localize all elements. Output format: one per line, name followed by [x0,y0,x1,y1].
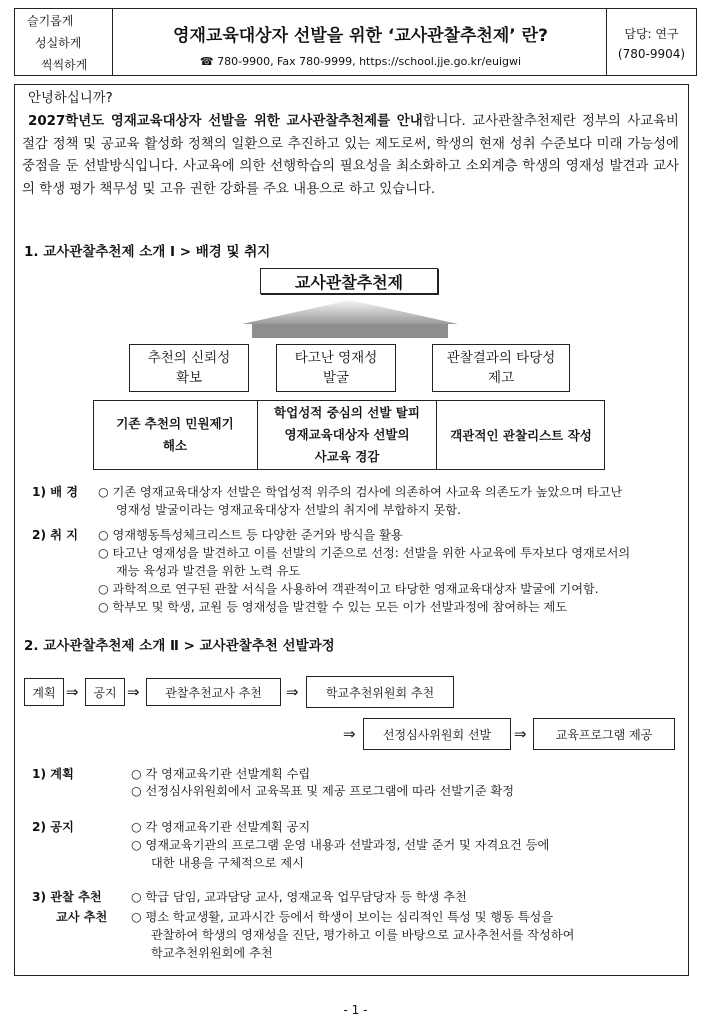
intro-lead: 2027학년도 영재교육대상자 선발을 위한 교사관찰추천제를 안내 [28,114,423,129]
slogan-line-1: 슬기롭게 [27,14,74,28]
step1-item-2: ○ 선정심사위원회에서 교육목표 및 제공 프로그램에 따라 선발기준 확정 [131,784,515,798]
page-number: - 1 - [343,1003,368,1017]
flow-arrow-5: ⇒ [514,725,527,743]
step2-label: 2) 공지 [32,820,74,834]
intro-paragraph [22,111,679,201]
contact-phone: (780-9904) [617,47,686,61]
background-item-1-cont: 영재성 발굴이라는 영재교육대상자 선발의 취지에 부합하지 못함. [116,503,461,517]
step2-item-2: ○ 영재교육기관의 프로그램 운영 내용과 선발과정, 선발 준거 및 자격요건 등에 [131,838,550,852]
step3-item-2-cont-2: 학교추천위원회에 추천 [151,946,273,960]
background-label: 1) 배 경 [32,485,79,499]
goal-box-1 [129,344,249,392]
base-label-3: 객관적인 관찰리스트 작성 [450,428,592,443]
section2-heading: 2. 교사관찰추천제 소개 Ⅱ > 교사관찰추천 선발과정 [24,638,335,654]
header-title-box [112,8,607,76]
diagram-title: 교사관찰추천제 [260,268,438,294]
purpose-item-2-cont: 재능 육성과 발견을 위한 노력 유도 [116,564,301,578]
flow-step-teacher-recommend: 관찰추천교사 추천 [146,678,281,706]
goal-label-1: 추천의 신뢰성 확보 [147,350,231,386]
step3-item-2: ○ 평소 학교생활, 교과시간 등에서 학생이 보이는 심리적인 특성 및 행동 특성을 [131,910,554,924]
slogan-line-3: 씩씩하게 [41,58,88,72]
header-contact-box [606,8,697,76]
purpose-item-2: ○ 타고난 영재성을 발견하고 이를 선발의 기준으로 선정: 선발을 위한 사교육에 투자보다 영재로서의 [98,546,631,560]
goal-box-2 [276,344,396,392]
base-label-2: 학업성적 중심의 선발 탈피 영재교육대상자 선발의 사교육 경감 [274,405,420,464]
step3-item-2-cont: 관찰하여 학생의 영재성을 진단, 평가하고 이를 바탕으로 교사추천서를 작성하여 [151,928,575,942]
contact-line: ☎ 780-9900, Fax 780-9999, https://school.jje.go.kr/euigwi [199,55,522,68]
flow-step-school-committee: 학교추천위원회 추천 [306,676,454,708]
purpose-item-4: ○ 학부모 및 학생, 교원 등 영재성을 발견할 수 있는 모든 이가 선발과정에 참여하는 제도 [98,600,568,614]
goal-label-2: 타고난 영재성 발굴 [294,350,378,386]
purpose-label: 2) 취 지 [32,528,79,542]
flow-step-plan: 계획 [24,678,64,706]
greeting: 안녕하십니까? [28,91,113,106]
slogan-line-2: 성실하게 [35,36,82,50]
section1-heading: 1. 교사관찰추천제 소개 Ⅰ > 배경 및 취지 [24,244,271,260]
flow-step-selection-committee: 선정심사위원회 선발 [363,718,511,750]
flow-arrow-1: ⇒ [66,683,79,701]
step3-label-2: 교사 추천 [56,910,108,924]
step1-item-1: ○ 각 영재교육기관 선발계획 수립 [131,767,311,781]
flow-arrow-4: ⇒ [343,725,356,743]
base-cell-3 [437,400,605,470]
purpose-item-3: ○ 과학적으로 연구된 관찰 서식을 사용하여 객관적이고 타당한 영재교육대상자 발굴에 기여함. [98,582,599,596]
base-cell-1 [93,400,257,470]
base-cell-2 [258,400,436,470]
goal-label-3: 관찰결과의 타당성 제고 [446,350,556,386]
header-slogan-box [14,8,113,76]
page-title: 영재교육대상자 선발을 위한 ‘교사관찰추천제’ 란? [173,26,548,46]
flow-step-notice: 공지 [85,678,125,706]
step2-item-1: ○ 각 영재교육기관 선발계획 공지 [131,820,311,834]
flow-arrow-2: ⇒ [127,683,140,701]
contact-person: 담당: 연구 [624,27,679,41]
purpose-item-1: ○ 영재행동특성체크리스트 등 다양한 준거와 방식을 활용 [98,528,403,542]
step3-item-1: ○ 학급 담임, 교과담당 교사, 영재교육 업무담당자 등 학생 추천 [131,890,467,904]
flow-step-program: 교육프로그램 제공 [533,718,675,750]
background-item-1: ○ 기존 영재교육대상자 선발은 학업성적 위주의 검사에 의존하여 사교육 의존도가 높았으며 타고난 [98,485,623,499]
base-label-1: 기존 추천의 민원제기 해소 [116,416,234,453]
flow-arrow-3: ⇒ [286,683,299,701]
step1-label: 1) 계획 [32,767,74,781]
step2-item-2-cont: 대한 내용을 구체적으로 제시 [151,856,304,870]
diagram-roof [240,298,460,340]
goal-box-3 [432,344,570,392]
step3-label: 3) 관찰 추천 [32,890,102,904]
intro-body: 합니다. 교사관찰추천제란 정부의 사교육비 절감 정책 및 공교육 활성화 정책의 일환으로 추진하고 있는 제도로써, 학생의 현재 성취 수준보다 미래 가능성에 중점을 둔 선발방식입니다. 사교육에 의한 선행학습의 필요성을 최소화하고 소외계층 학생의 영재성 발견과 교사의 학생 평가 책무성 및 고유 권한 강화를 주요 내용으로 하고 있습니다. [22,114,679,197]
